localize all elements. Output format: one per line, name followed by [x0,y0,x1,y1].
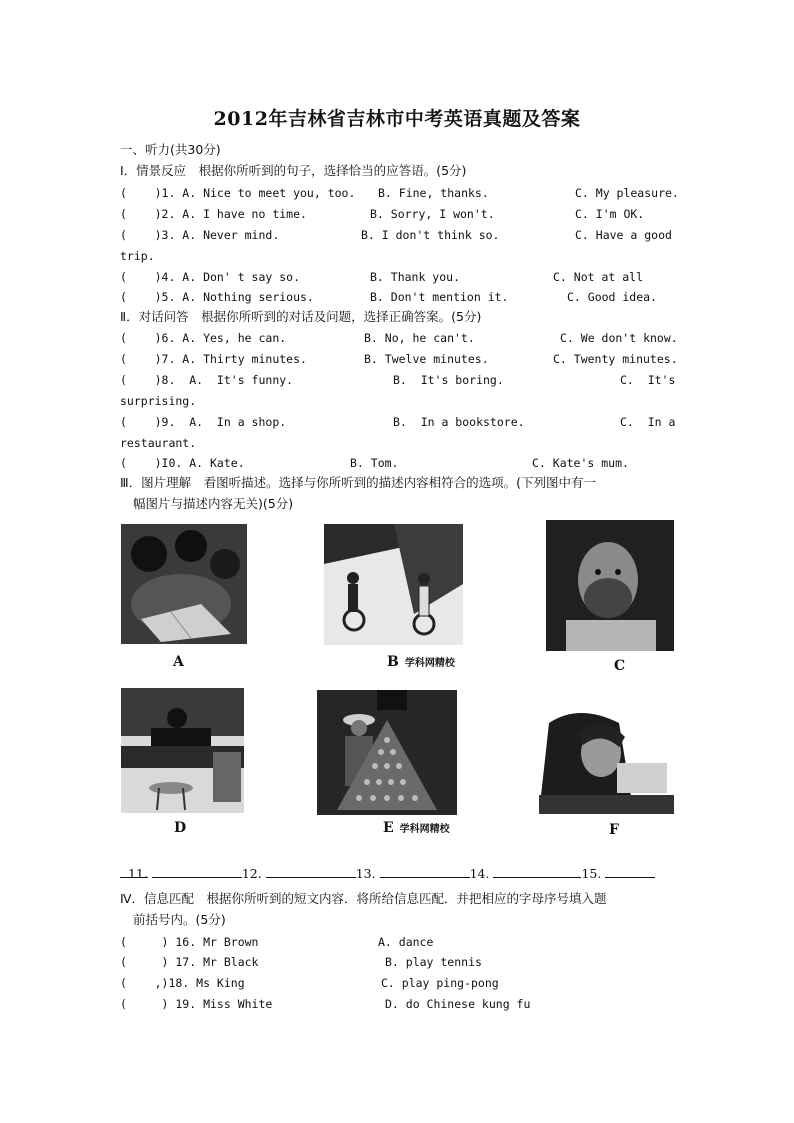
question-9-continuation: restaurant. [120,436,197,450]
question-18 [120,976,680,994]
question-16-person: ( ) 16. Mr Brown [120,935,259,949]
question-9 [120,415,680,433]
picture-c-illustration [546,520,674,651]
section3-heading-cont: 幅图片与描述内容无关)(5分) [133,496,294,511]
question-8-option-c: C. It's [620,373,676,387]
picture-e-watermark: 学科网精校 [399,824,450,835]
question-2-option-b: B. Sorry, I won't. [370,207,495,221]
blank-13-label: 13. [355,866,376,881]
question-2-option-c: C. I'm OK. [575,207,645,221]
question-17 [120,955,680,973]
question-3-option-a: ( )3. A. Never mind. [120,228,280,242]
question-8-continuation: surprising. [120,394,197,408]
question-8-option-b: B. It's boring. [393,373,504,387]
blank-15[interactable] [605,865,655,878]
picture-e [317,690,457,815]
question-17-option: B. play tennis [385,955,482,969]
part1-heading: 一、听力(共30分) [120,142,221,157]
question-10-option-c: C. Kate's mum. [532,456,629,470]
question-16 [120,935,680,953]
question-5-option-a: ( )5. A. Nothing serious. [120,290,314,304]
question-1-option-a: ( )1. A. Nice to meet you, too. [120,186,356,200]
question-8-option-a: ( )8. A. It's funny. [120,373,294,387]
question-7-option-b: B. Twelve minutes. [364,352,489,366]
picture-b-watermark: 学科网精校 [404,658,455,669]
picture-d-label: D [174,820,187,836]
question-19 [120,997,680,1015]
question-7-option-c: C. Twenty minutes. [553,352,678,366]
question-16-option: A. dance [378,935,434,949]
answer-blanks [120,850,655,881]
picture-f [539,703,674,814]
question-8 [120,373,680,391]
picture-d-illustration [121,688,244,813]
question-9-option-b: B. In a bookstore. [393,415,525,429]
blank-14-label: 14. [469,866,490,881]
blank-11[interactable] [152,865,242,878]
picture-f-label: F [609,822,619,838]
blank-11-label: 11. [127,866,148,881]
question-6-option-a: ( )6. A. Yes, he can. [120,331,287,345]
question-1 [120,186,680,204]
question-9-option-a: ( )9. A. In a shop. [120,415,287,429]
question-1-option-c: C. My pleasure. [575,186,679,200]
question-3 [120,228,680,246]
question-7-option-a: ( )7. A. Thirty minutes. [120,352,307,366]
question-3-option-b: B. I don't think so. [361,228,500,242]
blank-14[interactable] [493,865,581,878]
picture-a [121,524,247,644]
question-6-option-c: C. We don't know. [560,331,678,345]
question-5 [120,290,680,308]
picture-b-label: B 学科网精校 [387,654,455,670]
question-10-option-a: ( )I0. A. Kate. [120,456,245,470]
picture-c-label: C [614,658,626,674]
picture-d [121,688,244,813]
section1-heading: Ⅰ．情景反应 根据你所听到的句子，选择恰当的应答语。(5分) [120,163,467,178]
question-1-option-b: B. Fine, thanks. [378,186,489,200]
blank-13[interactable] [380,865,470,878]
blank-12-label: 12. [241,866,262,881]
question-4-option-b: B. Thank you. [370,270,461,284]
question-18-person: ( ,)18. Ms King [120,976,245,990]
question-4-option-c: C. Not at all [553,270,644,284]
blank-15-label: 15. [581,866,602,881]
question-10-option-b: B. Tom. [350,456,399,470]
question-3-option-c: C. Have a good [575,228,672,242]
question-6-option-b: B. No, he can't. [364,331,475,345]
picture-a-illustration [121,524,247,644]
picture-c [546,520,674,651]
picture-b [324,524,463,645]
blank-15-continuation [120,877,148,878]
question-2 [120,207,680,225]
question-19-person: ( ) 19. Miss White [120,997,273,1011]
picture-f-illustration [539,703,674,814]
question-6 [120,331,680,349]
section4-heading: Ⅳ．信息匹配 根据你所听到的短文内容．将所给信息匹配．并把相应的字母序号填入题 [120,891,607,906]
picture-b-illustration [324,524,463,645]
question-9-option-c: C. In a [620,415,676,429]
picture-e-label: E 学科网精校 [383,820,450,836]
page-title: 2012年吉林省吉林市中考英语真题及答案 [213,108,581,130]
question-17-person: ( ) 17. Mr Black [120,955,259,969]
question-4 [120,270,680,288]
section4-heading-cont: 前括号内。(5分) [133,912,226,927]
question-4-option-a: ( )4. A. Don' t say so. [120,270,301,284]
picture-e-illustration [317,690,457,815]
section3-heading: Ⅲ．图片理解 看图听描述。选择与你所听到的描述内容相符合的选项。(下列图中有一 [120,475,596,490]
section2-heading: Ⅱ．对话问答 根据你所听到的对话及问题，选择正确答案。(5分) [120,309,482,324]
question-5-option-b: B. Don't mention it. [370,290,509,304]
blank-12[interactable] [266,865,356,878]
question-19-option: D. do Chinese kung fu [385,997,531,1011]
question-7 [120,352,680,370]
question-2-option-a: ( )2. A. I have no time. [120,207,307,221]
question-5-option-c: C. Good idea. [567,290,658,304]
question-3-continuation: trip. [120,249,155,263]
question-10 [120,456,680,474]
question-18-option: C. play ping-pong [381,976,499,990]
picture-a-label: A [173,654,184,670]
